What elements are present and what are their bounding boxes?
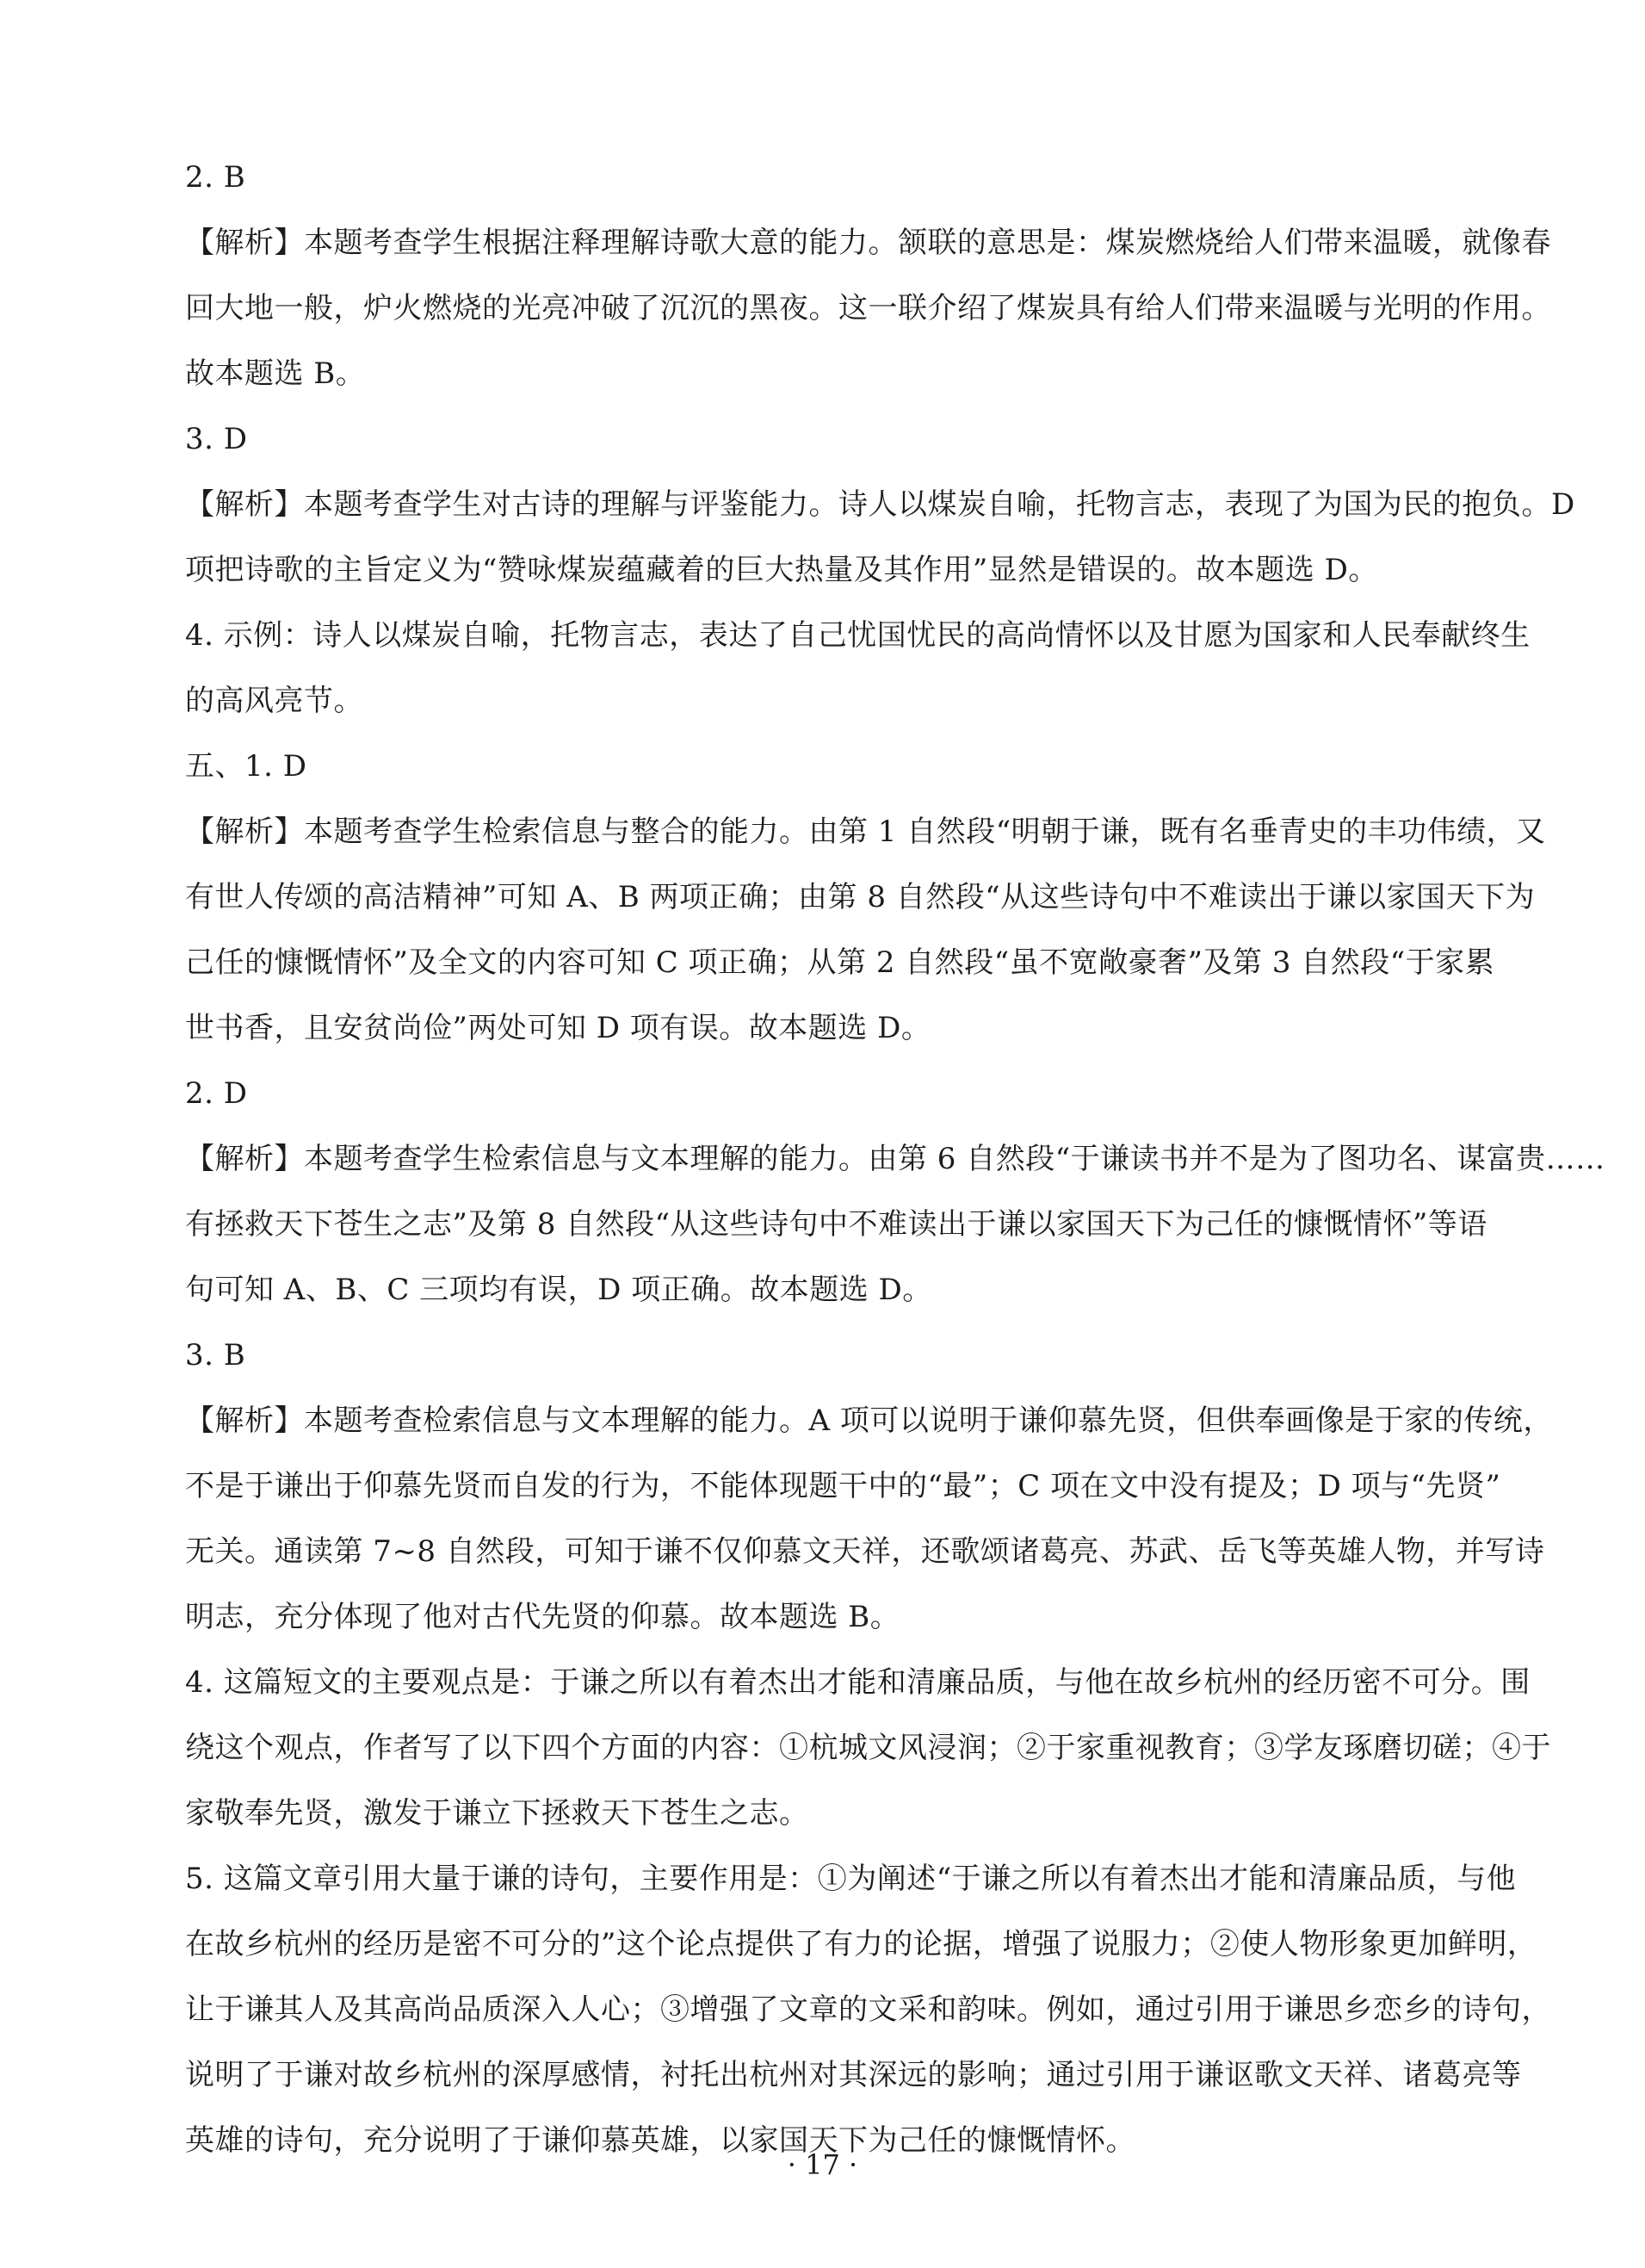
text-line: 4. 这篇短文的主要观点是：于谦之所以有着杰出才能和清廉品质，与他在故乡杭州的经历密不可分。围 bbox=[185, 1665, 1531, 1700]
s5-q5-answer bbox=[185, 1846, 1551, 2173]
s5-q1-answer bbox=[185, 734, 1463, 799]
answer-text-body bbox=[185, 145, 1605, 2173]
text-line: 不是于谦出于仰慕先贤而自发的行为，不能体现题干中的“最”；C 项在文中没有提及；D 项与“先贤” bbox=[185, 1469, 1501, 1503]
q2-answer bbox=[185, 145, 1463, 210]
text-line: 项把诗歌的主旨定义为“赞咏煤炭蕴藏着的巨大热量及其作用”显然是错误的。故本题选 D。 bbox=[185, 553, 1378, 587]
text-line: 有世人传颂的高洁精神”可知 A、B 两项正确；由第 8 自然段“从这些诗句中不难读出于谦以家国天下为 bbox=[185, 880, 1536, 914]
text-line: 句可知 A、B、C 三项均有误，D 项正确。故本题选 D。 bbox=[185, 1273, 932, 1307]
text-line: 在故乡杭州的经历是密不可分的”这个论点提供了有力的论据，增强了说服力；②使人物形象更加鲜明， bbox=[185, 1927, 1537, 1961]
q3-analysis bbox=[185, 472, 1575, 603]
q4-answer bbox=[185, 603, 1531, 734]
text-line: 的高风亮节。 bbox=[185, 684, 363, 718]
text-line: 英雄的诗句，充分说明了于谦仰慕英雄，以家国天下为己任的慷慨情怀。 bbox=[185, 2123, 1135, 2158]
text-line: 说明了于谦对故乡杭州的深厚感情，衬托出杭州对其深远的影响；通过引用于谦讴歌文天祥、诸葛亮等 bbox=[185, 2058, 1522, 2092]
text-line: 家敬奉先贤，激发于谦立下拯救天下苍生之志。 bbox=[185, 1796, 809, 1831]
text-line: 回大地一般，炉火燃烧的光亮冲破了沉沉的黑夜。这一联介绍了煤炭具有给人们带来温暖与光明的作用。 bbox=[185, 291, 1551, 325]
text-line: 五、1. D bbox=[185, 749, 307, 784]
text-line: 故本题选 B。 bbox=[185, 356, 366, 391]
page-number: · 17 · bbox=[787, 2148, 858, 2181]
text-line: 【解析】本题考查检索信息与文本理解的能力。A 项可以说明于谦仰慕先贤，但供奉画像是于家的传统， bbox=[185, 1404, 1553, 1438]
text-line: 3. B bbox=[185, 1338, 246, 1373]
text-line: 无关。通读第 7~8 自然段，可知于谦不仅仰慕文天祥，还歌颂诸葛亮、苏武、岳飞等英雄人物，并写诗 bbox=[185, 1534, 1545, 1569]
s5-q2-analysis bbox=[185, 1126, 1605, 1323]
text-line: 2. B bbox=[185, 160, 246, 195]
s5-q2-answer bbox=[185, 1061, 1463, 1126]
text-line: 【解析】本题考查学生检索信息与文本理解的能力。由第 6 自然段“于谦读书并不是为了图功名、谋富贵…… bbox=[185, 1142, 1605, 1176]
text-line: 【解析】本题考查学生根据注释理解诗歌大意的能力。颔联的意思是：煤炭燃烧给人们带来温暖，就像春 bbox=[185, 226, 1551, 260]
text-line: 【解析】本题考查学生对古诗的理解与评鉴能力。诗人以煤炭自喻，托物言志，表现了为国为民的抱负。D bbox=[185, 487, 1575, 522]
text-line: 明志，充分体现了他对古代先贤的仰慕。故本题选 B。 bbox=[185, 1600, 900, 1634]
s5-q4-answer bbox=[185, 1650, 1551, 1846]
s5-q1-analysis bbox=[185, 799, 1546, 1061]
text-line: 5. 这篇文章引用大量于谦的诗句，主要作用是：①为阐述“于谦之所以有着杰出才能和清廉品质，与他 bbox=[185, 1862, 1517, 1896]
text-line: 世书香，且安贫尚俭”两处可知 D 项有误。故本题选 D。 bbox=[185, 1011, 931, 1045]
text-line: 绕这个观点，作者写了以下四个方面的内容：①杭城文风浸润；②于家重视教育；③学友琢磨切磋；④于 bbox=[185, 1731, 1551, 1765]
text-line: 4. 示例：诗人以煤炭自喻，托物言志，表达了自己忧国忧民的高尚情怀以及甘愿为国家和人民奉献终生 bbox=[185, 618, 1531, 653]
text-line: 2. D bbox=[185, 1076, 248, 1111]
text-line: 【解析】本题考查学生检索信息与整合的能力。由第 1 自然段“明朝于谦，既有名垂青史的丰功伟绩，又 bbox=[185, 815, 1546, 849]
text-line: 让于谦其人及其高尚品质深入人心；③增强了文章的文采和韵味。例如，通过引用于谦思乡恋乡的诗句， bbox=[185, 1992, 1551, 2027]
text-line: 己任的慷慨情怀”及全文的内容可知 C 项正确；从第 2 自然段“虽不宽敞豪奢”及第 3 自然段“于家累 bbox=[185, 945, 1495, 980]
text-line: 3. D bbox=[185, 422, 248, 456]
text-line: 有拯救天下苍生之志”及第 8 自然段“从这些诗句中不难读出于谦以家国天下为己任的慷慨情怀”等语 bbox=[185, 1207, 1487, 1242]
q3-answer bbox=[185, 406, 1463, 472]
q2-analysis bbox=[185, 210, 1551, 406]
s5-q3-analysis bbox=[185, 1388, 1553, 1650]
s5-q3-answer bbox=[185, 1323, 1463, 1388]
